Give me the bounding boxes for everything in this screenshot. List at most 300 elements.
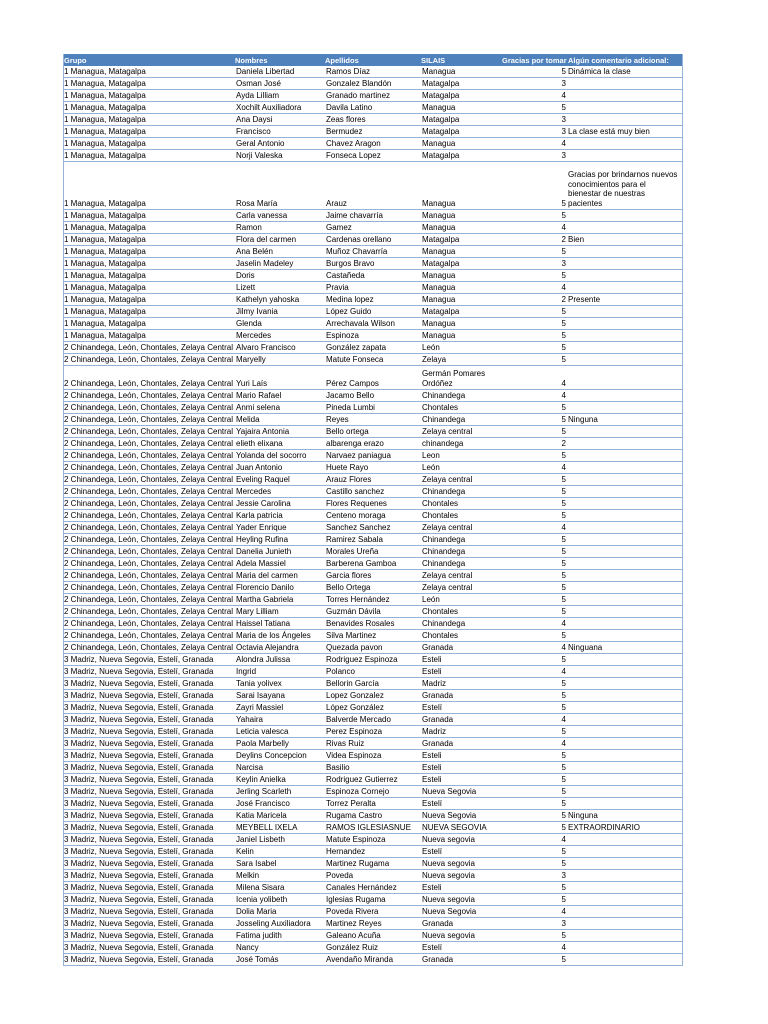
table-row xyxy=(63,642,683,654)
cell-silais: Matagalpa xyxy=(420,114,501,126)
cell-apellidos: Jaime chavarría xyxy=(324,210,420,222)
cell-nombres: Mercedes xyxy=(234,486,324,498)
cell-comentario xyxy=(567,258,683,270)
table-row xyxy=(63,942,683,954)
table-row xyxy=(63,546,683,558)
cell-nombres: Octavia Alejandra xyxy=(234,642,324,654)
cell-grupo: 3 Madriz, Nueva Segovia, Estelí, Granada xyxy=(63,858,234,870)
cell-apellidos: Bello ortega xyxy=(324,426,420,438)
table-row xyxy=(63,846,683,858)
cell-silais: Managua xyxy=(420,318,501,330)
cell-grupo: 2 Chinandega, León, Chontales, Zelaya Central xyxy=(63,642,234,654)
cell-nombres: Ana Daysi xyxy=(234,114,324,126)
cell-calificacion: 5 xyxy=(501,858,567,870)
cell-calificacion: 4 xyxy=(501,834,567,846)
table-row xyxy=(63,594,683,606)
cell-comentario: Dinámica la clase xyxy=(567,66,683,78)
cell-grupo: 2 Chinandega, León, Chontales, Zelaya Central xyxy=(63,546,234,558)
table-row xyxy=(63,222,683,234)
table-row xyxy=(63,414,683,426)
cell-nombres: Deylins Concepcion xyxy=(234,750,324,762)
table-row xyxy=(63,342,683,354)
cell-silais: Chontales xyxy=(420,498,501,510)
cell-apellidos: Poveda Rivera xyxy=(324,906,420,918)
cell-nombres: José Francisco xyxy=(234,798,324,810)
table-row xyxy=(63,498,683,510)
cell-calificacion: 3 xyxy=(501,150,567,162)
cell-grupo: 1 Managua, Matagalpa xyxy=(63,102,234,114)
cell-nombres: Yahaira xyxy=(234,714,324,726)
cell-apellidos: López Guido xyxy=(324,306,420,318)
cell-silais: Managua xyxy=(420,330,501,342)
cell-nombres: Flora del carmen xyxy=(234,234,324,246)
cell-apellidos: Pérez Campos xyxy=(324,366,420,390)
table-row xyxy=(63,246,683,258)
cell-calificacion: 2 xyxy=(501,234,567,246)
cell-comentario xyxy=(567,90,683,102)
cell-comentario xyxy=(567,906,683,918)
cell-silais: Zelaya xyxy=(420,354,501,366)
cell-nombres: Alondra Julissa xyxy=(234,654,324,666)
cell-grupo: 3 Madriz, Nueva Segovia, Estelí, Granada xyxy=(63,954,234,966)
cell-silais: Chinandega xyxy=(420,618,501,630)
cell-comentario xyxy=(567,402,683,414)
cell-calificacion: 4 xyxy=(501,366,567,390)
cell-grupo: 3 Madriz, Nueva Segovia, Estelí, Granada xyxy=(63,930,234,942)
cell-calificacion: 5 xyxy=(501,486,567,498)
cell-calificacion: 4 xyxy=(501,282,567,294)
table-row xyxy=(63,918,683,930)
cell-grupo: 3 Madriz, Nueva Segovia, Estelí, Granada xyxy=(63,882,234,894)
cell-grupo: 2 Chinandega, León, Chontales, Zelaya Central xyxy=(63,582,234,594)
cell-silais: Germán Pomares Ordóñez xyxy=(420,366,501,390)
cell-nombres: Osman José xyxy=(234,78,324,90)
cell-nombres: Fatima judith xyxy=(234,930,324,942)
table-row xyxy=(63,678,683,690)
cell-silais: Chontales xyxy=(420,402,501,414)
cell-grupo: 1 Managua, Matagalpa xyxy=(63,246,234,258)
cell-calificacion: 4 xyxy=(501,90,567,102)
cell-nombres: Maria de los Ángeles xyxy=(234,630,324,642)
cell-apellidos: Reyes xyxy=(324,414,420,426)
cell-grupo: 1 Managua, Matagalpa xyxy=(63,234,234,246)
cell-silais: Chinandega xyxy=(420,534,501,546)
cell-apellidos: Rodriguez Espinoza xyxy=(324,654,420,666)
cell-grupo: 3 Madriz, Nueva Segovia, Estelí, Granada xyxy=(63,810,234,822)
cell-calificacion: 4 xyxy=(501,906,567,918)
cell-calificacion: 5 xyxy=(501,270,567,282)
cell-nombres: Ana Belén xyxy=(234,246,324,258)
table-row xyxy=(63,618,683,630)
cell-comentario xyxy=(567,894,683,906)
cell-silais: Nueva Segovia xyxy=(420,786,501,798)
table-row xyxy=(63,78,683,90)
table-row xyxy=(63,762,683,774)
cell-silais: Leon xyxy=(420,450,501,462)
cell-comentario xyxy=(567,510,683,522)
table-row xyxy=(63,906,683,918)
cell-silais: Nueva Segovia xyxy=(420,810,501,822)
cell-calificacion: 5 xyxy=(501,786,567,798)
cell-grupo: 1 Managua, Matagalpa xyxy=(63,306,234,318)
survey-table xyxy=(63,54,683,966)
cell-silais: Granada xyxy=(420,642,501,654)
cell-apellidos: Bellorin García xyxy=(324,678,420,690)
cell-silais: Managua xyxy=(420,294,501,306)
cell-comentario xyxy=(567,282,683,294)
cell-nombres: Carla vanessa xyxy=(234,210,324,222)
cell-comentario xyxy=(567,450,683,462)
cell-grupo: 3 Madriz, Nueva Segovia, Estelí, Granada xyxy=(63,918,234,930)
cell-comentario: Ninguna xyxy=(567,414,683,426)
cell-apellidos: Poveda xyxy=(324,870,420,882)
cell-comentario xyxy=(567,486,683,498)
cell-silais: Esteli xyxy=(420,774,501,786)
cell-apellidos: Videa Espinoza xyxy=(324,750,420,762)
table-row xyxy=(63,798,683,810)
cell-comentario xyxy=(567,438,683,450)
cell-grupo: 3 Madriz, Nueva Segovia, Estelí, Granada xyxy=(63,750,234,762)
cell-comentario xyxy=(567,762,683,774)
cell-nombres: Jessie Carolina xyxy=(234,498,324,510)
table-row xyxy=(63,210,683,222)
cell-apellidos: Davila Latino xyxy=(324,102,420,114)
cell-silais: Matagalpa xyxy=(420,78,501,90)
cell-comentario xyxy=(567,582,683,594)
cell-grupo: 2 Chinandega, León, Chontales, Zelaya Central xyxy=(63,498,234,510)
cell-grupo: 2 Chinandega, León, Chontales, Zelaya Central xyxy=(63,534,234,546)
cell-silais: Granada xyxy=(420,918,501,930)
cell-nombres: Anmi selena xyxy=(234,402,324,414)
cell-nombres: Icenia yolibeth xyxy=(234,894,324,906)
cell-grupo: 2 Chinandega, León, Chontales, Zelaya Central xyxy=(63,606,234,618)
cell-nombres: Narcisa xyxy=(234,762,324,774)
cell-calificacion: 5 xyxy=(501,606,567,618)
cell-nombres: Sarai Isayana xyxy=(234,690,324,702)
cell-nombres: Milena Sisara xyxy=(234,882,324,894)
cell-grupo: 2 Chinandega, León, Chontales, Zelaya Central xyxy=(63,366,234,390)
cell-silais: Estelí xyxy=(420,798,501,810)
cell-calificacion: 5 xyxy=(501,102,567,114)
cell-comentario xyxy=(567,678,683,690)
cell-comentario: Ninguna xyxy=(567,810,683,822)
header-calificacion: Gracias por tomar xyxy=(502,56,567,65)
cell-nombres: Rosa María xyxy=(234,162,324,210)
cell-nombres: Kathelyn yahoska xyxy=(234,294,324,306)
cell-comentario xyxy=(567,306,683,318)
cell-nombres: Lizett xyxy=(234,282,324,294)
cell-calificacion: 5 xyxy=(501,306,567,318)
table-row xyxy=(63,558,683,570)
cell-nombres: Josseling Auxiliadora xyxy=(234,918,324,930)
cell-calificacion: 5 xyxy=(501,570,567,582)
cell-silais: Esteli xyxy=(420,762,501,774)
cell-silais: Managua xyxy=(420,222,501,234)
cell-calificacion: 5 xyxy=(501,534,567,546)
cell-comentario xyxy=(567,426,683,438)
cell-calificacion: 5 xyxy=(501,210,567,222)
cell-apellidos: Castañeda xyxy=(324,270,420,282)
cell-silais: Nueva segovia xyxy=(420,858,501,870)
cell-nombres: Melkin xyxy=(234,870,324,882)
cell-calificacion: 3 xyxy=(501,258,567,270)
cell-nombres: elieth elixana xyxy=(234,438,324,450)
cell-calificacion: 3 xyxy=(501,126,567,138)
cell-grupo: 1 Managua, Matagalpa xyxy=(63,78,234,90)
cell-apellidos: Flores Requenes xyxy=(324,498,420,510)
cell-calificacion: 5 xyxy=(501,678,567,690)
cell-nombres: Yolanda del socorro xyxy=(234,450,324,462)
table-row xyxy=(63,882,683,894)
cell-apellidos: Castillo sanchez xyxy=(324,486,420,498)
cell-grupo: 2 Chinandega, León, Chontales, Zelaya Central xyxy=(63,414,234,426)
header-nombres: Nombres xyxy=(234,54,324,66)
table-row xyxy=(63,126,683,138)
cell-nombres: Daniela Libertad xyxy=(234,66,324,78)
cell-calificacion: 3 xyxy=(501,78,567,90)
cell-silais: Granada xyxy=(420,738,501,750)
cell-calificacion: 5 xyxy=(501,450,567,462)
cell-comentario xyxy=(567,330,683,342)
cell-comentario xyxy=(567,354,683,366)
cell-comentario xyxy=(567,534,683,546)
cell-apellidos: Quezada pavon xyxy=(324,642,420,654)
table-row xyxy=(63,522,683,534)
cell-nombres: Mario Rafael xyxy=(234,390,324,402)
cell-comentario: Presente xyxy=(567,294,683,306)
cell-calificacion: 5 xyxy=(501,762,567,774)
cell-silais: Madriz xyxy=(420,726,501,738)
cell-grupo: 3 Madriz, Nueva Segovia, Estelí, Granada xyxy=(63,666,234,678)
cell-comentario: Bien xyxy=(567,234,683,246)
cell-silais: Granada xyxy=(420,954,501,966)
cell-apellidos: Morales Ureña xyxy=(324,546,420,558)
cell-grupo: 3 Madriz, Nueva Segovia, Estelí, Granada xyxy=(63,738,234,750)
cell-grupo: 3 Madriz, Nueva Segovia, Estelí, Granada xyxy=(63,834,234,846)
cell-nombres: Jilmy Ivania xyxy=(234,306,324,318)
cell-silais: Managua xyxy=(420,66,501,78)
header-comentario: Algún comentario adicional: xyxy=(567,54,683,66)
table-row xyxy=(63,150,683,162)
cell-calificacion: 5 xyxy=(501,498,567,510)
cell-apellidos: Arrechavala Wilson xyxy=(324,318,420,330)
cell-calificacion: 5 xyxy=(501,690,567,702)
table-row xyxy=(63,630,683,642)
cell-apellidos: Bello Ortega xyxy=(324,582,420,594)
cell-calificacion: 5 xyxy=(501,774,567,786)
cell-grupo: 2 Chinandega, León, Chontales, Zelaya Central xyxy=(63,474,234,486)
cell-grupo: 1 Managua, Matagalpa xyxy=(63,270,234,282)
cell-silais: Matagalpa xyxy=(420,90,501,102)
cell-nombres: Janiel Lisbeth xyxy=(234,834,324,846)
cell-apellidos: Chavez Aragon xyxy=(324,138,420,150)
cell-comentario xyxy=(567,858,683,870)
cell-calificacion: 5 xyxy=(501,558,567,570)
cell-apellidos: Silva Martinez xyxy=(324,630,420,642)
cell-nombres: Danelia Junieth xyxy=(234,546,324,558)
cell-grupo: 2 Chinandega, León, Chontales, Zelaya Central xyxy=(63,402,234,414)
cell-grupo: 2 Chinandega, León, Chontales, Zelaya Central xyxy=(63,426,234,438)
cell-silais: León xyxy=(420,594,501,606)
cell-calificacion: 5 xyxy=(501,822,567,834)
cell-apellidos: Fonseca Lopez xyxy=(324,150,420,162)
table-row xyxy=(63,666,683,678)
cell-silais: Matagalpa xyxy=(420,234,501,246)
cell-apellidos: Espinoza xyxy=(324,330,420,342)
cell-grupo: 2 Chinandega, León, Chontales, Zelaya Central xyxy=(63,438,234,450)
cell-calificacion: 4 xyxy=(501,222,567,234)
cell-comentario xyxy=(567,594,683,606)
cell-calificacion: 4 xyxy=(501,666,567,678)
cell-apellidos: Torres Hernández xyxy=(324,594,420,606)
cell-silais: Nueva segovia xyxy=(420,930,501,942)
cell-silais: Chontales xyxy=(420,510,501,522)
cell-apellidos: Iglesias Rugama xyxy=(324,894,420,906)
table-row xyxy=(63,114,683,126)
cell-apellidos: Zeas flores xyxy=(324,114,420,126)
cell-silais: Chinandega xyxy=(420,558,501,570)
cell-grupo: 2 Chinandega, León, Chontales, Zelaya Central xyxy=(63,342,234,354)
cell-apellidos: Arauz xyxy=(324,162,420,210)
table-row xyxy=(63,234,683,246)
cell-apellidos: Garcia flores xyxy=(324,570,420,582)
cell-comentario xyxy=(567,570,683,582)
cell-nombres: Geral Antonio xyxy=(234,138,324,150)
cell-silais: Estelí xyxy=(420,702,501,714)
cell-comentario xyxy=(567,138,683,150)
table-row xyxy=(63,366,683,390)
cell-grupo: 1 Managua, Matagalpa xyxy=(63,330,234,342)
cell-apellidos: González Ruiz xyxy=(324,942,420,954)
cell-grupo: 3 Madriz, Nueva Segovia, Estelí, Granada xyxy=(63,762,234,774)
cell-silais: Zelaya central xyxy=(420,474,501,486)
cell-nombres: Juan Antonio xyxy=(234,462,324,474)
table-row xyxy=(63,750,683,762)
cell-nombres: Eveling Raquel xyxy=(234,474,324,486)
cell-comentario xyxy=(567,882,683,894)
table-row xyxy=(63,606,683,618)
cell-nombres: Melida xyxy=(234,414,324,426)
table-row xyxy=(63,930,683,942)
cell-nombres: Ayda Lilliam xyxy=(234,90,324,102)
cell-apellidos: Martinez Rugama xyxy=(324,858,420,870)
cell-apellidos: Benavides Rosales xyxy=(324,618,420,630)
cell-silais: Nueva Segovia xyxy=(420,906,501,918)
cell-calificacion: 5 xyxy=(501,510,567,522)
table-row xyxy=(63,90,683,102)
cell-nombres: Tania yolivex xyxy=(234,678,324,690)
cell-comentario xyxy=(567,150,683,162)
cell-comentario xyxy=(567,246,683,258)
cell-comentario xyxy=(567,210,683,222)
cell-silais: Granada xyxy=(420,690,501,702)
cell-calificacion: 5 xyxy=(501,582,567,594)
cell-comentario xyxy=(567,318,683,330)
cell-silais: Zelaya central xyxy=(420,522,501,534)
cell-silais: León xyxy=(420,462,501,474)
cell-nombres: Yuri Laís xyxy=(234,366,324,390)
cell-nombres: Norji Valeska xyxy=(234,150,324,162)
table-row xyxy=(63,534,683,546)
cell-silais: León xyxy=(420,342,501,354)
cell-grupo: 2 Chinandega, León, Chontales, Zelaya Central xyxy=(63,390,234,402)
cell-silais: Matagalpa xyxy=(420,306,501,318)
cell-grupo: 1 Managua, Matagalpa xyxy=(63,222,234,234)
cell-calificacion: 5 xyxy=(501,66,567,78)
cell-grupo: 2 Chinandega, León, Chontales, Zelaya Central xyxy=(63,522,234,534)
table-row xyxy=(63,894,683,906)
cell-comentario xyxy=(567,834,683,846)
cell-nombres: Florencio Danilo xyxy=(234,582,324,594)
cell-calificacion: 5 xyxy=(501,894,567,906)
cell-nombres: Yajaira Antonia xyxy=(234,426,324,438)
cell-comentario xyxy=(567,546,683,558)
cell-apellidos: Gamez xyxy=(324,222,420,234)
cell-grupo: 1 Managua, Matagalpa xyxy=(63,282,234,294)
cell-grupo: 3 Madriz, Nueva Segovia, Estelí, Granada xyxy=(63,906,234,918)
cell-silais: Esteli xyxy=(420,882,501,894)
cell-silais: Nueva segovia xyxy=(420,870,501,882)
cell-grupo: 3 Madriz, Nueva Segovia, Estelí, Granada xyxy=(63,714,234,726)
table-body xyxy=(63,66,683,966)
cell-apellidos: Muñoz Chavarría xyxy=(324,246,420,258)
cell-silais: Madriz xyxy=(420,678,501,690)
table-row xyxy=(63,654,683,666)
cell-calificacion: 5 xyxy=(501,342,567,354)
cell-comentario xyxy=(567,462,683,474)
cell-grupo: 1 Managua, Matagalpa xyxy=(63,318,234,330)
cell-grupo: 3 Madriz, Nueva Segovia, Estelí, Granada xyxy=(63,690,234,702)
cell-apellidos: Matute Fonseca xyxy=(324,354,420,366)
cell-nombres: Glenda xyxy=(234,318,324,330)
table-row xyxy=(63,570,683,582)
cell-calificacion: 5 xyxy=(501,426,567,438)
cell-comentario xyxy=(567,666,683,678)
cell-nombres: Nancy xyxy=(234,942,324,954)
cell-comentario xyxy=(567,786,683,798)
table-row xyxy=(63,102,683,114)
cell-apellidos: Rivas Ruiz xyxy=(324,738,420,750)
cell-comentario xyxy=(567,522,683,534)
table-row xyxy=(63,486,683,498)
table-row xyxy=(63,714,683,726)
table-row xyxy=(63,726,683,738)
cell-nombres: Alvaro Francisco xyxy=(234,342,324,354)
cell-comentario xyxy=(567,366,683,390)
cell-grupo: 3 Madriz, Nueva Segovia, Estelí, Granada xyxy=(63,822,234,834)
cell-comentario xyxy=(567,558,683,570)
cell-silais: Managua xyxy=(420,270,501,282)
cell-nombres: José Tomás xyxy=(234,954,324,966)
cell-comentario: EXTRAORDINARIO xyxy=(567,822,683,834)
cell-grupo: 1 Managua, Matagalpa xyxy=(63,138,234,150)
cell-calificacion: 5 xyxy=(501,846,567,858)
cell-nombres: Francisco xyxy=(234,126,324,138)
table-row xyxy=(63,270,683,282)
table-row xyxy=(63,474,683,486)
cell-grupo: 1 Managua, Matagalpa xyxy=(63,126,234,138)
table-row xyxy=(63,810,683,822)
cell-silais: Estelí xyxy=(420,846,501,858)
cell-comentario xyxy=(567,606,683,618)
cell-nombres: Ingrid xyxy=(234,666,324,678)
header-grupo: Grupo xyxy=(63,54,234,66)
cell-calificacion: 5 xyxy=(501,726,567,738)
cell-comentario xyxy=(567,750,683,762)
table-row xyxy=(63,954,683,966)
cell-apellidos: Huete Rayo xyxy=(324,462,420,474)
cell-apellidos: González zapata xyxy=(324,342,420,354)
